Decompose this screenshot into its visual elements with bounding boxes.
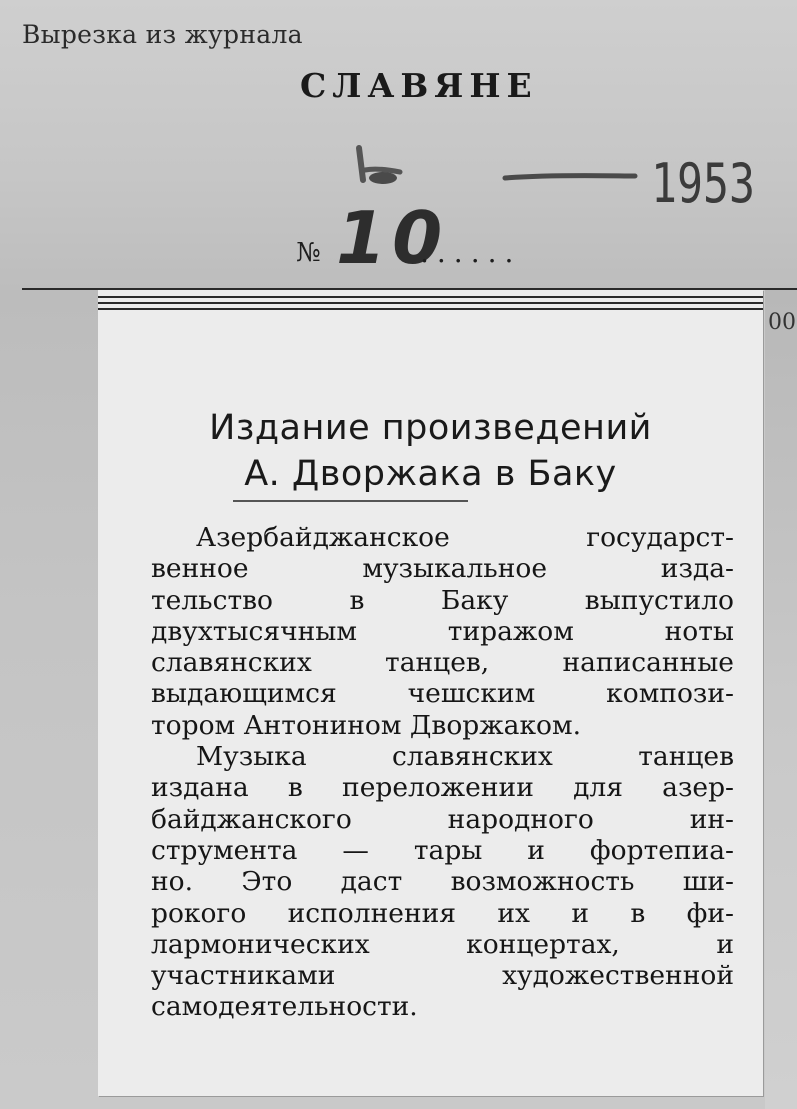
clipping-top-rules	[98, 296, 763, 314]
article-line: байджанского народного ин-	[151, 803, 734, 835]
article-line: выдающимся чешским компози-	[151, 678, 734, 710]
card-left-margin	[0, 290, 100, 1109]
headline-underline	[233, 500, 468, 502]
article-line: участниками художественной	[151, 960, 734, 992]
article-line: славянских танцев, написанные	[151, 647, 734, 679]
article-line: но. Это даст возможность ши-	[151, 866, 734, 898]
article-line: самодеятельности.	[151, 991, 418, 1023]
magazine-title: СЛАВЯНЕ	[300, 66, 538, 105]
clipping-source-label: Вырезка из журнала	[22, 20, 303, 49]
article-line: лармонических концертах, и	[151, 928, 734, 960]
newspaper-clipping	[98, 290, 763, 1096]
article-line: венное музыкальное изда-	[151, 553, 734, 585]
article-line: издана в переложении для азер-	[151, 772, 734, 804]
article-line: рокого исполнения их и в фи-	[151, 897, 734, 929]
article-line: тельство в Баку выпустило	[151, 584, 734, 616]
article-line: Азербайджанское государст-	[196, 522, 734, 553]
card-edge-mark: 00	[768, 310, 796, 335]
issue-number-dots: ......	[420, 236, 522, 269]
article-line: двухтысячным тиражом ноты	[151, 615, 734, 647]
article-line: Музыка славянских танцев	[196, 741, 734, 773]
article-body	[151, 522, 734, 1023]
issue-number-label: №	[296, 238, 321, 268]
headline-line-2: А. Дворжака в Баку	[244, 454, 617, 494]
issue-number-handwritten: 10	[336, 196, 449, 280]
card-right-margin	[765, 290, 797, 1109]
date-year: 1953	[651, 152, 755, 216]
article-line: струмента — тары и фортепиа-	[151, 834, 734, 866]
headline-line-1: Издание произведений	[209, 408, 652, 448]
article-headline	[98, 405, 763, 497]
article-line: тором Антонином Дворжаком.	[151, 709, 582, 741]
